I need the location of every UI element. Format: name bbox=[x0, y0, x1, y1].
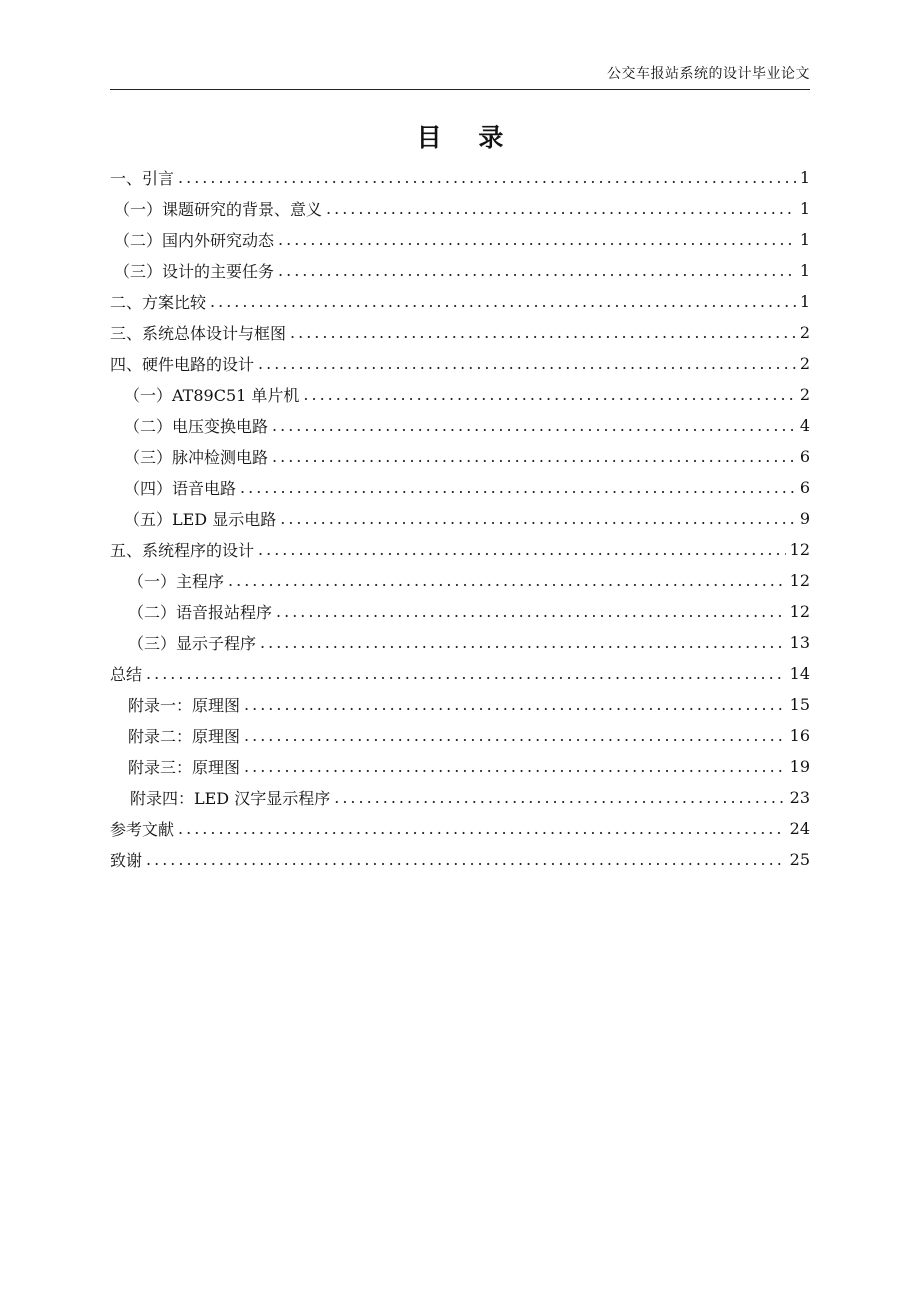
toc-entry-label: （一）AT89C51 单片机 bbox=[124, 386, 300, 405]
toc-dot-leader bbox=[272, 447, 796, 466]
toc-entry[interactable] bbox=[110, 348, 810, 379]
toc-entry-label: （四）语音电路 bbox=[124, 479, 237, 498]
toc-entry[interactable] bbox=[110, 844, 810, 875]
toc-entry-page: 2 bbox=[799, 354, 810, 373]
toc-dot-leader bbox=[228, 571, 786, 590]
toc-entry[interactable] bbox=[110, 503, 810, 534]
toc-title: 目 录 bbox=[416, 123, 518, 152]
toc-entry-page: 4 bbox=[799, 416, 810, 435]
toc-entry-page: 1 bbox=[799, 230, 810, 249]
toc-entry[interactable] bbox=[110, 720, 810, 751]
toc-entry-page: 16 bbox=[789, 726, 810, 745]
toc-entry[interactable] bbox=[110, 813, 810, 844]
toc-dot-leader bbox=[276, 602, 786, 621]
toc-entry[interactable] bbox=[110, 193, 810, 224]
toc-dot-leader bbox=[260, 633, 786, 652]
toc-entry-label: （五）LED 显示电路 bbox=[124, 510, 277, 529]
toc-dot-leader bbox=[146, 664, 786, 683]
toc-entry-page: 13 bbox=[789, 633, 810, 652]
toc-entry-label: 五、系统程序的设计 bbox=[110, 541, 255, 560]
toc-entry[interactable] bbox=[110, 751, 810, 782]
toc-entry-label: 总结 bbox=[110, 665, 143, 684]
toc-dot-leader bbox=[258, 354, 796, 373]
toc-entry-label: 二、方案比较 bbox=[110, 293, 207, 312]
toc-dot-leader bbox=[146, 850, 786, 869]
toc-entry-page: 1 bbox=[799, 199, 810, 218]
toc-dot-leader bbox=[290, 323, 796, 342]
toc-entry-label: 三、系统总体设计与框图 bbox=[110, 324, 287, 343]
toc-dot-leader bbox=[240, 478, 796, 497]
toc-entry-label: 附录一：原理图 bbox=[128, 696, 241, 715]
toc-entry-page: 24 bbox=[789, 819, 810, 838]
toc-entry[interactable] bbox=[110, 441, 810, 472]
toc-entry[interactable] bbox=[110, 162, 810, 193]
toc-entry-page: 1 bbox=[799, 261, 810, 280]
toc-entry[interactable] bbox=[110, 534, 810, 565]
toc-entry-label: （三）设计的主要任务 bbox=[114, 262, 275, 281]
toc-entry[interactable] bbox=[110, 286, 810, 317]
toc-entry-page: 15 bbox=[789, 695, 810, 714]
toc-entry-label: 四、硬件电路的设计 bbox=[110, 355, 255, 374]
toc-entry[interactable] bbox=[110, 379, 810, 410]
toc-entry-label: （一）课题研究的背景、意义 bbox=[114, 200, 323, 219]
toc-entry[interactable] bbox=[110, 627, 810, 658]
toc-entry-label: 致谢 bbox=[110, 851, 143, 870]
toc-entry[interactable] bbox=[110, 782, 810, 813]
toc-entry[interactable] bbox=[110, 255, 810, 286]
toc-dot-leader bbox=[334, 788, 785, 807]
toc-entry-page: 25 bbox=[789, 850, 810, 869]
toc-dot-leader bbox=[178, 168, 796, 187]
toc-entry-page: 2 bbox=[799, 323, 810, 342]
toc-entry-label: 一、引言 bbox=[110, 169, 175, 188]
toc-dot-leader bbox=[244, 757, 786, 776]
header-rule bbox=[110, 89, 810, 90]
toc-entry-page: 9 bbox=[799, 509, 810, 528]
toc-entry-page: 12 bbox=[789, 540, 810, 559]
toc-entry[interactable] bbox=[110, 472, 810, 503]
toc-entry-page: 6 bbox=[799, 447, 810, 466]
toc-entry-page: 12 bbox=[789, 571, 810, 590]
toc-dot-leader bbox=[178, 819, 786, 838]
toc-entry-page: 6 bbox=[799, 478, 810, 497]
toc-dot-leader bbox=[210, 292, 796, 311]
toc-entry[interactable] bbox=[110, 317, 810, 348]
toc-dot-leader bbox=[303, 385, 795, 404]
toc-dot-leader bbox=[278, 230, 796, 249]
running-header: 公交车报站系统的设计毕业论文 bbox=[607, 66, 810, 82]
toc-entry[interactable] bbox=[110, 658, 810, 689]
toc-dot-leader bbox=[244, 695, 786, 714]
toc-dot-leader bbox=[272, 416, 796, 435]
toc-list bbox=[110, 162, 810, 875]
toc-entry-page: 2 bbox=[799, 385, 810, 404]
toc-entry-label: （三）脉冲检测电路 bbox=[124, 448, 269, 467]
toc-dot-leader bbox=[244, 726, 786, 745]
toc-entry-page: 23 bbox=[789, 788, 810, 807]
toc-entry[interactable] bbox=[110, 224, 810, 255]
toc-entry-page: 12 bbox=[789, 602, 810, 621]
toc-entry-label: 附录二：原理图 bbox=[128, 727, 241, 746]
toc-entry-label: （一）主程序 bbox=[128, 572, 225, 591]
toc-entry-page: 19 bbox=[789, 757, 810, 776]
toc-entry-label: （二）语音报站程序 bbox=[128, 603, 273, 622]
toc-entry-page: 1 bbox=[799, 168, 810, 187]
toc-entry-page: 14 bbox=[789, 664, 810, 683]
toc-dot-leader bbox=[326, 199, 796, 218]
toc-entry-label: （二）国内外研究动态 bbox=[114, 231, 275, 250]
toc-entry-label: （二）电压变换电路 bbox=[124, 417, 269, 436]
toc-dot-leader bbox=[278, 261, 796, 280]
toc-entry[interactable] bbox=[110, 596, 810, 627]
toc-entry[interactable] bbox=[110, 689, 810, 720]
toc-entry[interactable] bbox=[110, 410, 810, 441]
toc-dot-leader bbox=[258, 540, 786, 559]
toc-entry-label: 附录四：LED 汉字显示程序 bbox=[130, 789, 331, 808]
toc-entry-label: 附录三：原理图 bbox=[128, 758, 241, 777]
toc-entry-label: 参考文献 bbox=[110, 820, 175, 839]
toc-entry[interactable] bbox=[110, 565, 810, 596]
toc-dot-leader bbox=[280, 509, 796, 528]
toc-entry-page: 1 bbox=[799, 292, 810, 311]
toc-entry-label: （三）显示子程序 bbox=[128, 634, 257, 653]
